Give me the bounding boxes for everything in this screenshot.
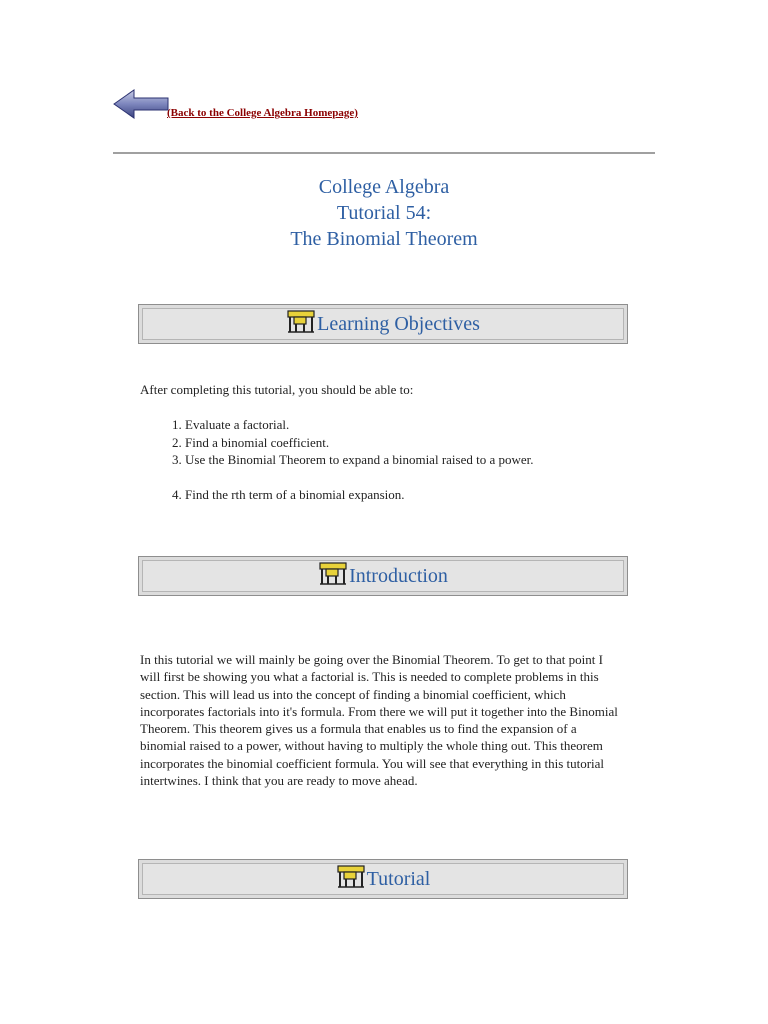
list-item: 3. Use the Binomial Theorem to expand a binomial raised to a power.: [185, 451, 655, 469]
desk-icon: [318, 560, 348, 586]
back-to-homepage-link[interactable]: (Back to the College Algebra Homepage): [167, 107, 358, 119]
list-item: 1. Evaluate a factorial.: [185, 416, 655, 434]
section-title-tutorial: Tutorial: [366, 867, 431, 890]
back-arrow-icon[interactable]: [112, 88, 170, 120]
objectives-list: [140, 416, 655, 503]
objectives-intro: After completing this tutorial, you should be able to:: [140, 382, 414, 397]
horizontal-rule: [113, 152, 655, 154]
introduction-text: In this tutorial we will mainly be going over the Binomial Theorem. To get to that point I will first be showing you what a factorial is. This is needed to complete problems in this section. This will lead us into the concept of finding a binomial coefficient, which incorporates factorials into it's formula. From there we will put it together into the Binomial Theorem. This theorem gives us a formula that enables us to find the expansion of a binomial raised to a power, without having to multiply the whole thing out. This theorem incorporates the binomial coefficient formula. You will see that everything in this tutorial intertwines. I think that you are ready to move ahead.: [140, 652, 618, 789]
page-title: [113, 174, 655, 252]
title-line-2: Tutorial 54:: [336, 202, 432, 224]
section-header-tutorial: [138, 859, 628, 899]
list-item: 2. Find a binomial coefficient.: [185, 434, 655, 452]
section-header-introduction: [138, 556, 628, 596]
back-navigation[interactable]: [112, 88, 412, 122]
desk-icon: [286, 308, 316, 334]
list-item: 4. Find the rth term of a binomial expansion.: [185, 486, 655, 504]
title-line-3: The Binomial Theorem: [290, 228, 478, 250]
section-header-objectives: [138, 304, 628, 344]
section-title-objectives: Learning Objectives: [317, 312, 480, 335]
title-line-1: College Algebra: [318, 176, 450, 198]
desk-icon: [336, 863, 366, 889]
section-title-introduction: Introduction: [349, 564, 448, 587]
